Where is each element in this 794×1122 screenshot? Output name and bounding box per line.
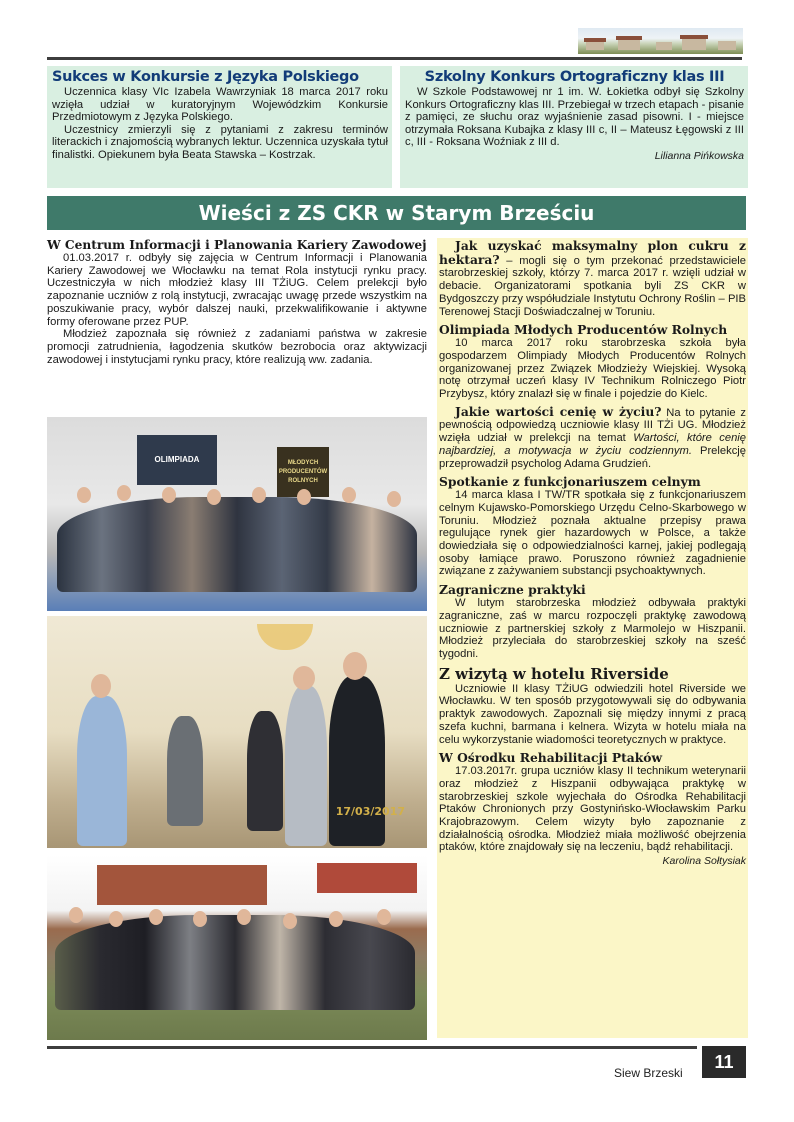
- news-text: Uczniowie II klasy TŻiUG odwiedzili hotel Riverside we Włocławku. W ten sposób przygotowywali się do odbywania praktyk zawodowych. Zapoznali się między innymi z pracą szefa kuchni, barmana i kelnera. Wizyta w hotelu miała na celu wykorzystanie wiadomości teoretycznych w praktyce.: [439, 682, 746, 746]
- article-title: Szkolny Konkurs Ortograficzny klas III: [424, 69, 725, 85]
- photo-bird-center-group: [47, 855, 427, 1040]
- news-text: Na to pytanie z pewnością odpowiedzą uczniowie klasy III TŻi UG. Młodzież wzięła udział w prelekcji na temat: [439, 406, 747, 445]
- paragraph: W Szkole Podstawowej nr 1 im. W. Łokietka odbył się Szkolny Konkurs Ortograficzny klas III. Przebiegał w trzech etapach - pisanie z pamięci, ze słuchu oraz wyjaśnienie zasad pisowni. I - miejsce otrzymała Roksana Kubajka z klasy III c, II – Mateusz Łęgowski z III c, III - Roksana Woźniak z III d.: [405, 86, 744, 149]
- article-title: W Centrum Informacji i Planowania Kariery Zawodowej: [47, 238, 427, 252]
- news-item-values: [439, 403, 747, 471]
- news-text: 14 marca klasa I TW/TR spotkała się z funkcjonariuszem celnym Kujawsko-Pomorskiego Urzędu Celno-Skarbowego w Toruniu. Młodzież poznała aktualne przepisy prawa regulujące rynek gier hazardowych w Polsce, a także dowiedziała się o odpowiedzialności karnej, jakiej podlegają osoby łamiące prawo. Poruszono również zagadnienie związane z zażywaniem substancji psychoaktywnych.: [439, 489, 746, 578]
- paragraph: Uczestnicy zmierzyli się z pytaniami z zakresu terminów literackich i znajomością wybranych lektur. Uczennica uzyskała tytuł finalistki. Opiekunem była Beata Stawska – Kostrzak.: [52, 123, 388, 161]
- news-text: 17.03.2017r. grupa uczniów klasy II technikum weterynarii oraz młodzież z Hiszpanii odbywająca praktykę w starobrzeskiej szkole wyjechała do Ośrodka Rehabilitacji Ptaków Chronionych przy Gostynińsko-Włocławskim Parku Krajobrazowym. Celem wizyty było zapoznanie z działalnością ośrodka. Młodzież miała możliwość obejrzenia ptaków, które znajdowały się na leczeniu, bądź rehabilitacji.: [439, 765, 746, 854]
- news-column: [437, 238, 748, 1038]
- article-polish-contest: [47, 66, 392, 188]
- news-text: – mogli się o tym przekonać przedstawiciele starobrzeskiej szkoły, którzy 7. marca 2017 r. wzięli udział w debacie. Organizatorami spotkania byli ZS CKR w Bydgoszczy przy współudziale Instytutu Ochrony Roślin – PIB Terenowej Stacji Doświadczalnej w Toruniu.: [439, 254, 746, 318]
- news-heading: W Ośrodku Rehabilitacji Ptaków: [439, 750, 663, 766]
- news-item-sugar-yield: [439, 240, 746, 318]
- news-text: 10 marca 2017 roku starobrzeska szkoła była gospodarzem Olimpiady Młodych Producentów Rolnych organizowanej przez Związek Młodzieży Wiejskiej. Wysoką notę otrzymał uczeń klasy IV Technikum Rolniczego Piotr Przybysz, który znalazł się w finale i pojedzie do Kielc.: [439, 337, 746, 401]
- publication-name: Siew Brzeski: [614, 1066, 683, 1080]
- news-lead: Jak uzyskać maksymalny plon cukru z hektara?: [439, 238, 746, 267]
- article-title: Sukces w Konkursie z Języka Polskiego: [52, 69, 359, 85]
- paragraph: Uczennica klasy VIc Izabela Wawrzyniak 18 marca 2017 roku wzięła udział w kuratoryjnym Wojewódzkim Konkursie Przedmiotowym z Języka Polskiego.: [52, 86, 388, 124]
- author-signature: Lilianna Pińkowska: [654, 149, 744, 162]
- photo-date-stamp: 17/03/2017: [335, 805, 405, 818]
- paragraph: 01.03.2017 r. odbyły się zajęcia w Centrum Informacji i Planowania Kariery Zawodowej we Włocławku na temat Rola instytucji rynku pracy. Uczestniczyła w nich młodzież klasy III TŻiUG. Celem prelekcji było zapoznanie uczniów z rolą instytucji, zwracając uwagę przede wszystkim na poszukiwanie pracy, wybór dalszej nauki, przekwalifikowanie i aktywne formy oferowane przez PUP.: [47, 252, 427, 328]
- producers-sign: MŁODYCH PRODUCENTÓW ROLNYCH: [277, 447, 329, 497]
- news-heading: Spotkanie z funkcjonariuszem celnym: [439, 474, 701, 490]
- news-text: W lutym starobrzeska młodzież odbywała praktyki zagraniczne, zaś w marcu rozpoczęli praktykę zawodową uczniowie z partnerskiej szkoły z Marmolejo w Hiszpanii. Młodzież przyleciała do starobrzeskiej szkoły na sześć tygodni.: [439, 597, 746, 660]
- bottom-rule: [47, 1046, 697, 1049]
- section-banner: Wieści z ZS CKR w Starym Brześciu: [47, 196, 746, 230]
- news-italic: Wartości, które cenię najbardziej, a motywacja w życiu codziennym.: [439, 432, 746, 457]
- news-heading: Z wizytą w hotelu Riverside: [439, 664, 669, 683]
- top-rule: [47, 57, 742, 60]
- article-spelling-contest: [400, 66, 748, 188]
- olympiad-sign: OLIMPIADA: [137, 435, 217, 485]
- page-number: 11: [702, 1046, 746, 1078]
- news-heading: Zagraniczne praktyki: [439, 582, 586, 598]
- photo-hotel-visit: [47, 616, 427, 848]
- village-thumbnail-image: [578, 28, 743, 54]
- author-signature: Karolina Sołtysiak: [662, 855, 746, 868]
- news-text: Prelekcję przeprowadził psycholog Adama Grudzień.: [439, 444, 747, 470]
- article-career-center: [47, 238, 427, 366]
- news-lead: Jakie wartości cenię w życiu?: [455, 403, 662, 419]
- news-heading: Olimpiada Młodych Producentów Rolnych: [439, 322, 728, 338]
- paragraph: Młodzież zapoznała się również z zadaniami państwa w zakresie promocji zatrudnienia, łagodzenia skutków bezrobocia oraz aktywizacji zawodowej i instytucjami rynku pracy, które realizują ww. zadania.: [47, 328, 427, 366]
- photo-olympiad-group: [47, 417, 427, 611]
